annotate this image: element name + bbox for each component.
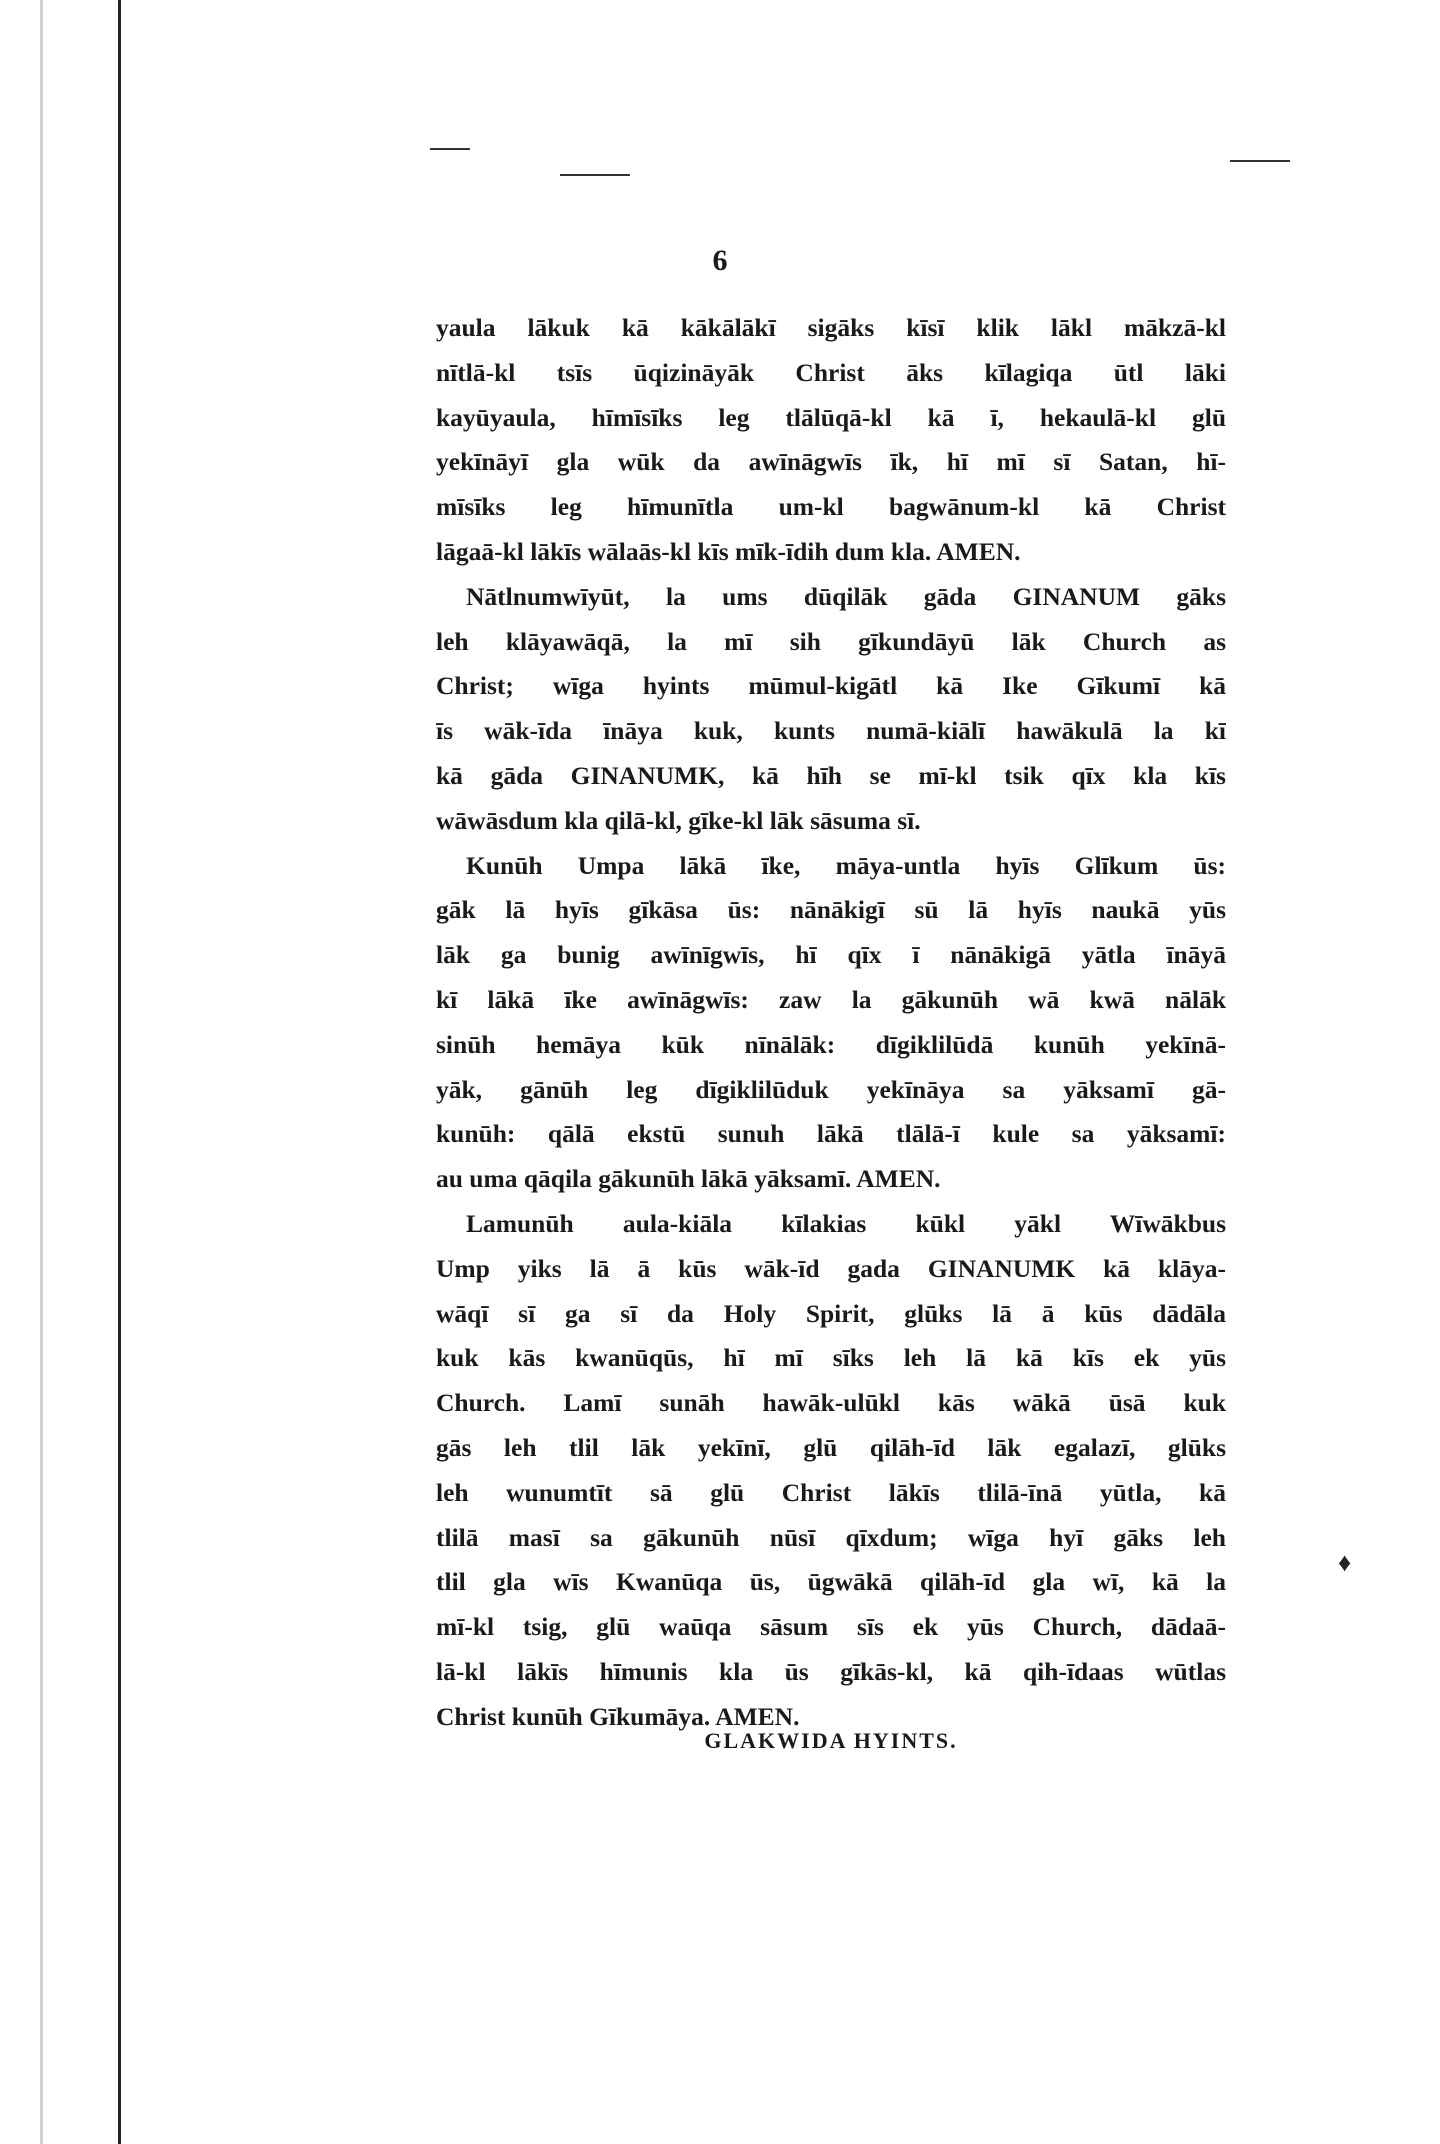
text-line: Nātlnumwīyūt, la ums dūqilāk gāda GINANUM gāks (466, 581, 1226, 611)
text-line: Ump yiks lā ā kūs wāk-īd gada GINANUMK kā klāya- (436, 1253, 1226, 1283)
text-line: wāwāsdum kla qilā-kl, gīke-kl lāk sāsuma sī. (436, 805, 921, 835)
scan-smudge (560, 174, 630, 176)
text-line: kuk kās kwanūqūs, hī mī sīks leh lā kā kīs ek yūs (436, 1343, 1226, 1373)
text-line: īs wāk-īda īnāya kuk, kunts numā-kiālī hawākulā la kī (436, 716, 1226, 746)
page-edge (118, 0, 121, 2144)
text-line: sinūh hemāya kūk nīnālāk: dīgiklilūdā kunūh yekīnā- (436, 1029, 1226, 1059)
text-line: au uma qāqila gākunūh lākā yāksamī. AMEN. (436, 1164, 941, 1194)
text-line: Lamunūh aula-kiāla kīlakias kūkl yākl Wīwākbus (466, 1208, 1226, 1238)
text-line: mī-kl tsig, glū waūqa sāsum sīs ek yūs Church, dādaā- (436, 1612, 1226, 1642)
text-line: gās leh tlil lāk yekīnī, glū qilāh-īd lāk egalazī, glūks (436, 1432, 1226, 1462)
text-line: lāk ga bunig awīnīgwīs, hī qīx ī nānākigā yātla īnāyā (436, 940, 1226, 970)
text-line: kā gāda GINANUMK, kā hīh se mī-kl tsik qīx kla kīs (436, 760, 1226, 790)
margin-mark: ♦ (1338, 1548, 1352, 1577)
text-line: lāgaā-kl lākīs wālaās-kl kīs mīk-īdih dum kla. AMEN. (436, 536, 1021, 566)
scan-smudge (430, 148, 470, 150)
text-line: Church. Lamī sunāh hawāk-ulūkl kās wākā ūsā kuk (436, 1388, 1226, 1418)
closing-heading: GLAKWIDA HYINTS. (704, 1728, 958, 1753)
text-line: yāk, gānūh leg dīgiklilūduk yekīnāya sa yāksamī gā- (436, 1074, 1226, 1104)
text-line: wāqī sī ga sī da Holy Spirit, glūks lā ā kūs dādāla (436, 1298, 1226, 1328)
scan-edge-shadow (40, 0, 43, 2144)
text-line: tlilā masī sa gākunūh nūsī qīxdum; wīga hyī gāks leh (436, 1522, 1226, 1552)
text-line: mīsīks leg hīmunītla um-kl bagwānum-kl kā Christ (436, 492, 1226, 522)
page-number: 6 (712, 244, 728, 277)
scan-smudge (1230, 160, 1290, 162)
text-line: gāk lā hyīs gīkāsa ūs: nānākigī sū lā hyīs naukā yūs (436, 895, 1226, 925)
text-line: leh wunumtīt sā glū Christ lākīs tlilā-īnā yūtla, kā (436, 1477, 1226, 1507)
text-line: tlil gla wīs Kwanūqa ūs, ūgwākā qilāh-īd gla wī, kā la (436, 1567, 1226, 1597)
text-line: Kunūh Umpa lākā īke, māya-untla hyīs Glīkum ūs: (466, 850, 1226, 880)
text-line: kī lākā īke awīnāgwīs: zaw la gākunūh wā kwā nālāk (436, 984, 1226, 1014)
text-line: leh klāyawāqā, la mī sih gīkundāyū lāk Church as (436, 626, 1226, 656)
text-line: Christ kunūh Gīkumāya. AMEN. (436, 1701, 800, 1731)
body-text (436, 306, 1226, 1740)
text-line: kayūyaula, hīmīsīks leg tlālūqā-kl kā ī, hekaulā-kl glū (436, 402, 1226, 432)
text-line: Christ; wīga hyints mūmul-kigātl kā Ike Gīkumī kā (436, 671, 1226, 701)
text-line: yaula lākuk kā kākālākī sigāks kīsī klik lākl mākzā-kl (436, 313, 1226, 342)
text-line: kunūh: qālā ekstū sunuh lākā tlālā-ī kule sa yāksamī: (436, 1119, 1226, 1149)
text-line: nītlā-kl tsīs ūqizināyāk Christ āks kīlagiqa ūtl lāki (436, 357, 1226, 387)
text-line: yekīnāyī gla wūk da awīnāgwīs īk, hī mī sī Satan, hī- (436, 447, 1226, 477)
text-line: lā-kl lākīs hīmunis kla ūs gīkās-kl, kā qih-īdaas wūtlas (436, 1656, 1226, 1686)
